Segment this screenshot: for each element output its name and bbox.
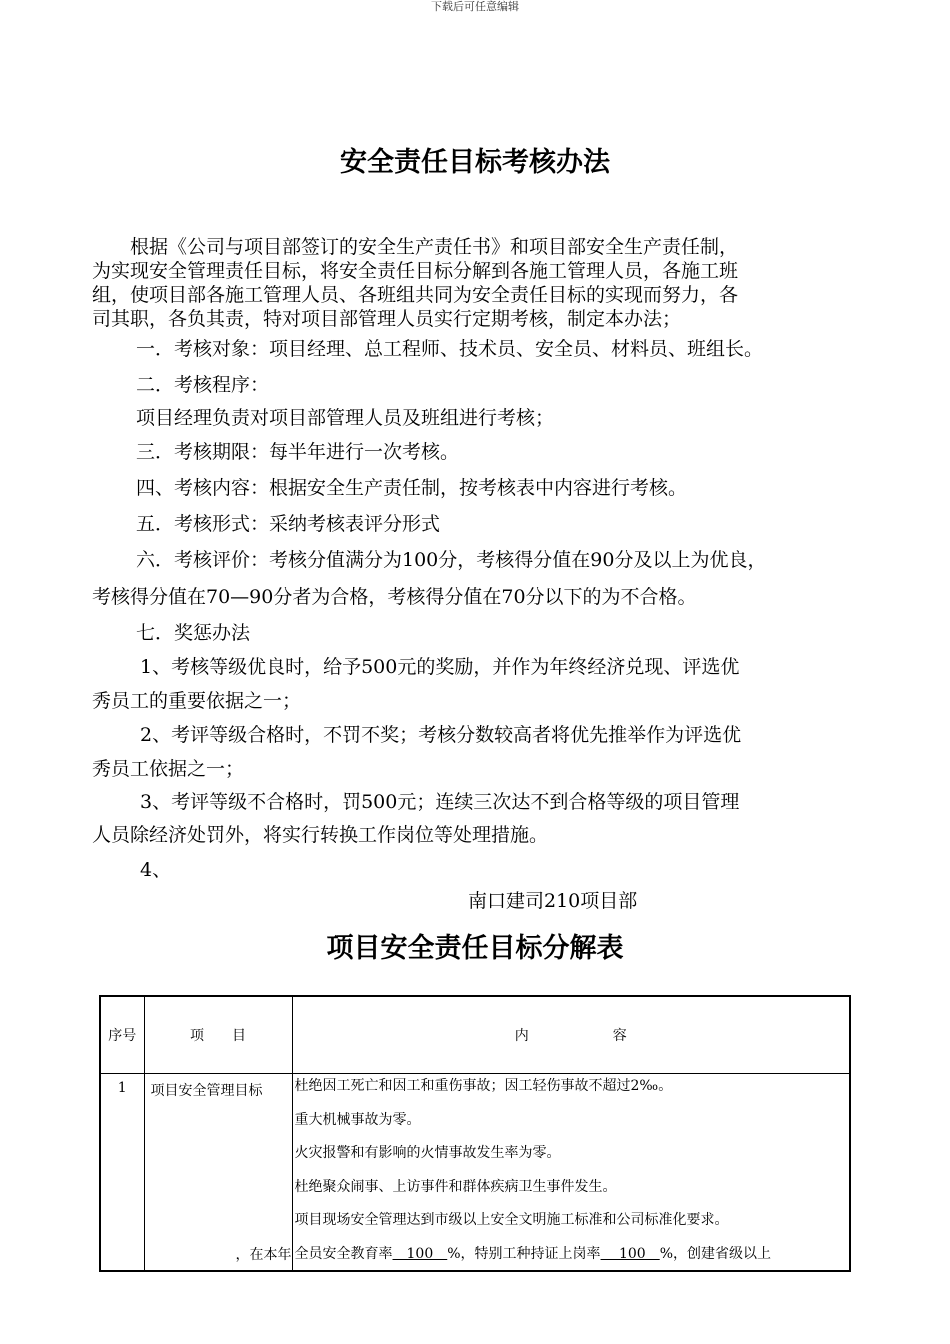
intro-line: 为实现安全管理责任目标，将安全责任目标分解到各施工管理人员，各施工班 bbox=[92, 260, 739, 282]
header-content: 内 容 bbox=[292, 996, 850, 1074]
education-rate-value: 100 bbox=[392, 1245, 448, 1262]
section-procedure-body: 项目经理负责对项目部管理人员及班组进行考核； bbox=[136, 407, 555, 429]
section-assessment-form: 五．考核形式：采纳考核表评分形式 bbox=[136, 513, 441, 535]
content-line-rates bbox=[293, 1242, 850, 1270]
rule-1-line: 1、考核等级优良时，给予500元的奖励，并作为年终经济兑现、评选优 bbox=[140, 656, 740, 678]
row-no: 1 bbox=[100, 1074, 144, 1271]
content-line: 杜绝聚众闹事、上访事件和群体疾病卫生事件发生。 bbox=[294, 1178, 617, 1195]
signature: 南口建司210项目部 bbox=[468, 890, 638, 912]
header-no: 序号 bbox=[100, 996, 144, 1074]
section-assessment-period: 三．考核期限：每半年进行一次考核。 bbox=[136, 441, 460, 463]
table-row bbox=[100, 1074, 850, 1271]
header-item: 项 目 bbox=[144, 996, 292, 1074]
intro-paragraph bbox=[92, 235, 872, 331]
rate-text-mid: %，特别工种持证上岗率 bbox=[447, 1245, 601, 1262]
header-note: 下载后可任意编辑 bbox=[431, 0, 519, 13]
intro-line: 根据《公司与项目部签订的安全生产责任书》和项目部安全生产责任制， bbox=[92, 236, 739, 258]
row-content bbox=[292, 1074, 850, 1271]
rule-2-line: 2、考评等级合格时，不罚不奖；考核分数较高者将优先推举作为评选优 bbox=[140, 724, 742, 746]
content-line: 项目现场安全管理达到市级以上安全文明施工标准和公司标准化要求。 bbox=[294, 1212, 729, 1228]
content-line: 杜绝因工死亡和因工和重伤事故；因工轻伤事故不超过2‰。 bbox=[294, 1078, 673, 1094]
certification-rate-value: 100 bbox=[600, 1245, 660, 1262]
row-item-label: 项目安全管理目标 bbox=[150, 1083, 263, 1099]
rate-text-pre: 全员安全教育率 bbox=[294, 1245, 393, 1262]
section-assessment-procedure: 二．考核程序： bbox=[136, 374, 270, 396]
main-title: 安全责任目标考核办法 bbox=[340, 147, 610, 178]
content-line: 火灾报警和有影响的火情事故发生率为零。 bbox=[294, 1145, 561, 1161]
section-rewards-penalties: 七．奖惩办法 bbox=[136, 622, 251, 644]
intro-line: 组，使项目部各施工管理人员、各班组共同为安全责任目标的实现而努力，各 bbox=[92, 284, 739, 306]
rule-4-line: 4、 bbox=[140, 859, 172, 881]
intro-line: 司其职，各负其责，特对项目部管理人员实行定期考核，制定本办法； bbox=[92, 308, 682, 330]
section-assessment-content: 四、考核内容：根据安全生产责任制，按考核表中内容进行考核。 bbox=[136, 477, 688, 499]
section-evaluation-continued: 考核得分值在70—90分者为合格，考核得分值在70分以下的为不合格。 bbox=[92, 586, 697, 608]
rule-3-line: 3、考评等级不合格时，罚500元；连续三次达不到合格等级的项目管理 bbox=[140, 791, 740, 813]
target-breakdown-table bbox=[99, 995, 851, 1272]
table-header-row bbox=[100, 996, 850, 1074]
rule-1-continued: 秀员工的重要依据之一； bbox=[92, 690, 302, 712]
rule-2-continued: 秀员工依据之一； bbox=[92, 758, 245, 780]
table-title: 项目安全责任目标分解表 bbox=[326, 933, 624, 964]
section-assessment-target: 一．考核对象：项目经理、总工程师、技术员、安全员、材料员、班组长。 bbox=[136, 338, 764, 360]
section-assessment-evaluation: 六．考核评价：考核分值满分为100分，考核得分值在90分及以上为优良， bbox=[136, 549, 767, 571]
row-item bbox=[144, 1074, 292, 1271]
rule-3-continued: 人员除经济处罚外，将实行转换工作岗位等处理措施。 bbox=[92, 824, 549, 846]
rate-text-post: %，创建省级以上 bbox=[659, 1245, 772, 1262]
row-item-note: ，在本年 bbox=[235, 1246, 292, 1263]
content-line: 重大机械事故为零。 bbox=[294, 1111, 421, 1128]
